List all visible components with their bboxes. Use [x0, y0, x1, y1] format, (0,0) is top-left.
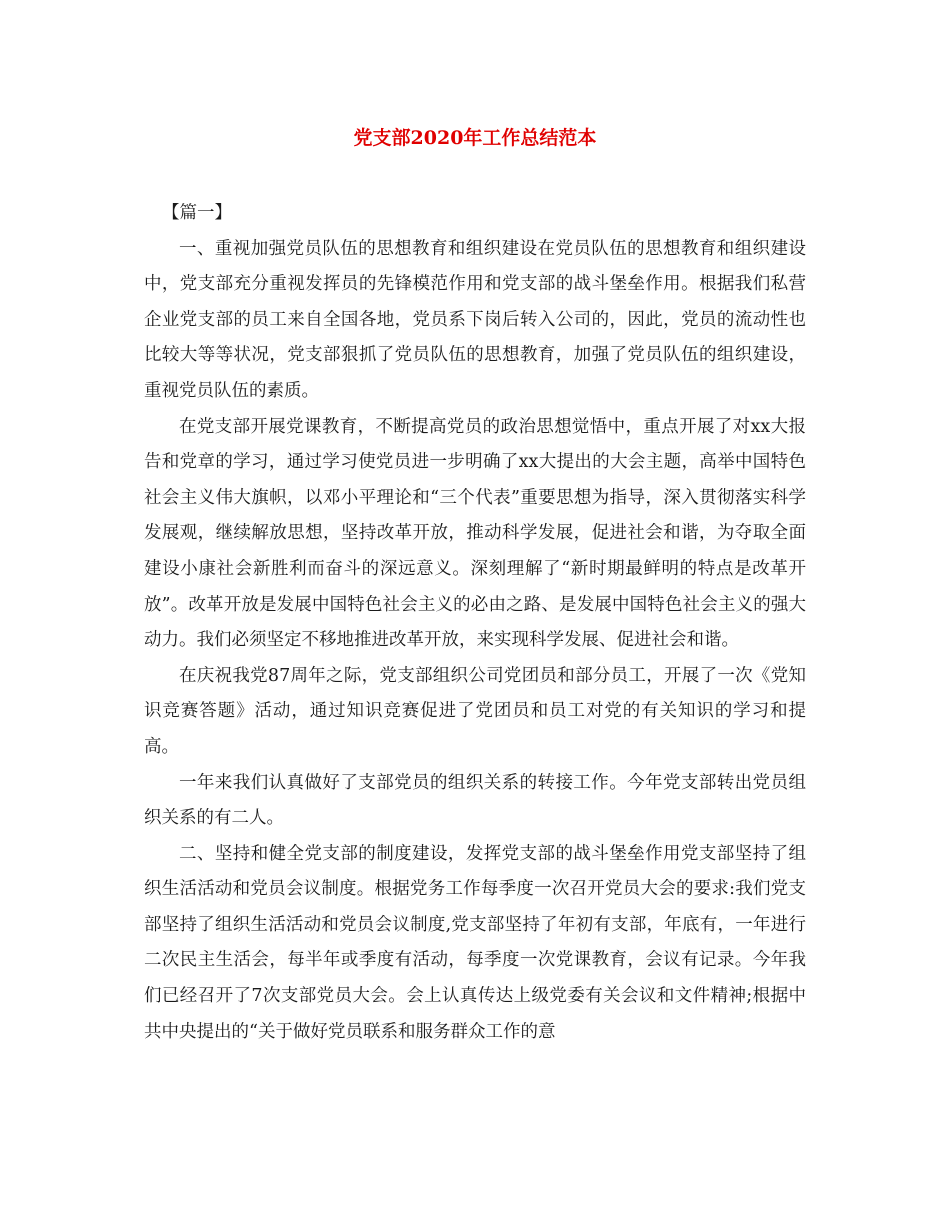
- paragraph-5: 二、坚持和健全党支部的制度建设，发挥党支部的战斗堡垒作用党支部坚持了组织生活活动和党员会议制度。根据党务工作每季度一次召开党员大会的要求:我们党支部坚持了组织生活活动和党员会议制度,党支部坚持了年初有支部，年底有，一年进行二次民主生活会，每半年或季度有活动，每季度一次党课教育，会议有记录。今年我们已经召开了7次支部党员大会。会上认真传达上级党委有关会议和文件精神;根据中共中央提出的“关于做好党员联系和服务群众工作的意: [144, 843, 806, 1042]
- document-body: [144, 196, 806, 1050]
- paragraph-1: 一、重视加强党员队伍的思想教育和组织建设在党员队伍的思想教育和组织建设中，党支部充分重视发挥员的先锋模范作用和党支部的战斗堡垒作用。根据我们私营企业党支部的员工来自全国各地，党员系下岗后转入公司的，因此，党员的流动性也比较大等等状况，党支部狠抓了党员队伍的思想教育，加强了党员队伍的组织建设，重视党员队伍的素质。: [144, 238, 806, 401]
- paragraph-2: 在党支部开展党课教育，不断提高党员的政治思想觉悟中，重点开展了对xx大报告和党章的学习，通过学习使党员进一步明确了xx大提出的大会主题，高举中国特色社会主义伟大旗帜，以邓小平理论和“三个代表”重要思想为指导，深入贯彻落实科学发展观，继续解放思想，坚持改革开放，推动科学发展，促进社会和谐，为夺取全面建设小康社会新胜利而奋斗的深远意义。深刻理解了“新时期最鲜明的特点是改革开放”。改革开放是发展中国特色社会主义的必由之路、是发展中国特色社会主义的强大动力。我们必须坚定不移地推进改革开放，来实现科学发展、促进社会和谐。: [144, 416, 806, 651]
- paragraph-3: 在庆祝我党87周年之际，党支部组织公司党团员和部分员工，开展了一次《党知识竞赛答题》活动，通过知识竞赛促进了党团员和员工对党的有关知识的学习和提高。: [144, 665, 806, 757]
- document-title: 党支部2020年工作总结范本: [353, 127, 597, 149]
- section-label: 【篇一】: [162, 203, 232, 223]
- paragraph-4: 一年来我们认真做好了支部党员的组织关系的转接工作。今年党支部转出党员组织关系的有二人。: [144, 772, 806, 829]
